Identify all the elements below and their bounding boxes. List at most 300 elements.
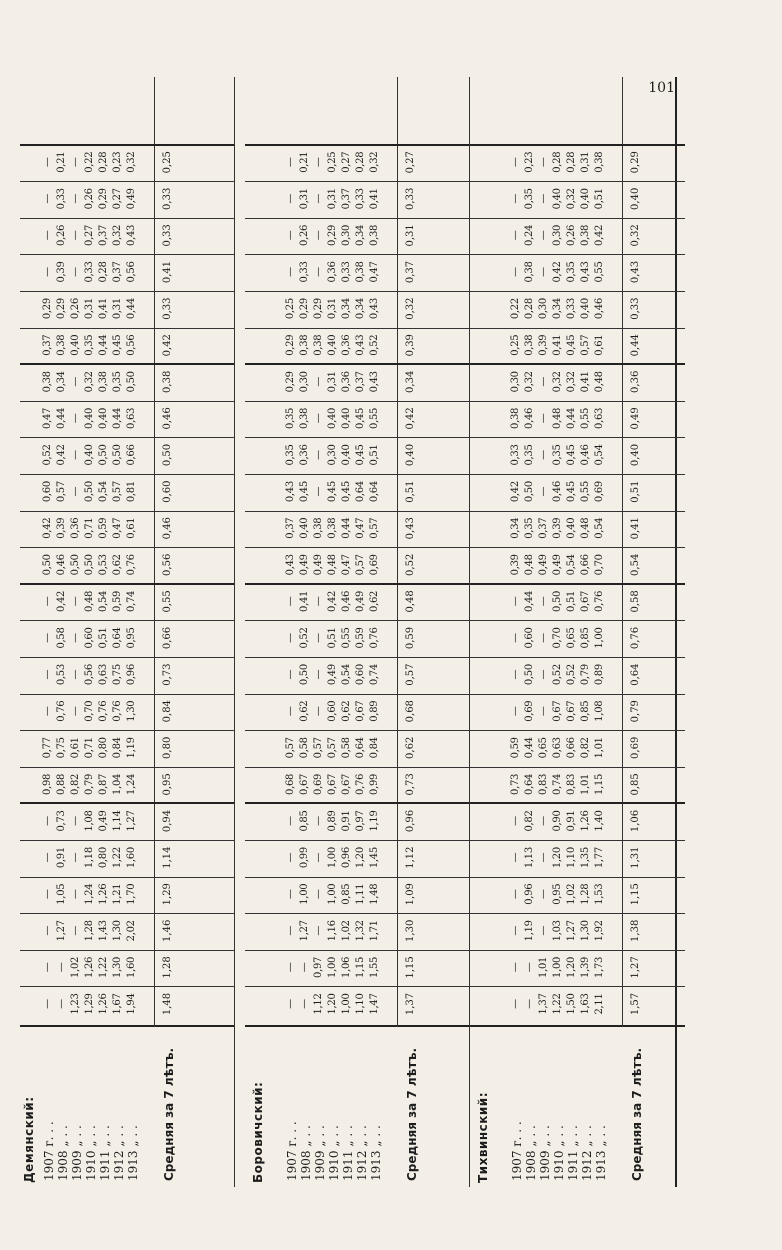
table-cell: 0,66 bbox=[580, 554, 591, 576]
table-cell: 0,56 bbox=[126, 334, 137, 356]
table-cell: 0,52 bbox=[369, 334, 380, 356]
average-cell: 0,43 bbox=[405, 517, 416, 540]
average-cell: 0,43 bbox=[630, 260, 641, 284]
average-cell: 0,57 bbox=[405, 663, 416, 686]
table-cell: 0,21 bbox=[56, 151, 67, 173]
table-cell: — bbox=[538, 669, 549, 680]
table-cell: 0,40 bbox=[341, 407, 352, 429]
table-cell: 0,45 bbox=[327, 481, 338, 503]
column-rule bbox=[20, 950, 235, 951]
table-cell: 0,38 bbox=[313, 334, 324, 356]
column-rule bbox=[20, 363, 235, 365]
average-cell: 0,94 bbox=[162, 809, 173, 833]
average-cell: 0,40 bbox=[405, 443, 416, 467]
table-cell: 0,58 bbox=[341, 737, 352, 759]
table-cell: — bbox=[70, 230, 81, 241]
table-cell: 0,61 bbox=[594, 334, 605, 356]
year-label: 1909 „ . . bbox=[313, 1125, 327, 1181]
table-cell: 0,35 bbox=[566, 261, 577, 283]
table-cell: — bbox=[524, 999, 535, 1009]
year-label: 1913 „ . . bbox=[369, 1125, 383, 1181]
table-cell: 0,67 bbox=[327, 773, 338, 795]
table-cell: 0,64 bbox=[524, 773, 535, 795]
column-rule bbox=[470, 547, 685, 548]
average-cell: 1,37 bbox=[405, 992, 416, 1016]
table-cell: 0,62 bbox=[369, 590, 380, 612]
table-cell: 0,57 bbox=[112, 481, 123, 503]
table-cell: 0,62 bbox=[341, 700, 352, 722]
table-cell: 1,02 bbox=[70, 956, 81, 978]
table-block bbox=[245, 77, 470, 1187]
table-cell: 0,38 bbox=[98, 371, 109, 393]
table-cell: 0,69 bbox=[524, 700, 535, 722]
table-cell: 0,88 bbox=[56, 773, 67, 795]
table-cell: 1,67 bbox=[112, 993, 123, 1015]
table-cell: 0,85 bbox=[580, 627, 591, 649]
average-cell: 0,33 bbox=[630, 297, 641, 320]
table-cell: — bbox=[538, 413, 549, 424]
table-cell: 0,50 bbox=[524, 481, 535, 503]
table-cell: 0,22 bbox=[84, 151, 95, 173]
table-cell: 1,22 bbox=[552, 993, 563, 1015]
average-cell: 0,37 bbox=[405, 260, 416, 284]
table-cell: — bbox=[56, 962, 67, 973]
table-cell: 1,16 bbox=[327, 920, 338, 942]
year-label: 1910 „ . . bbox=[84, 1125, 98, 1181]
average-cell: 0,41 bbox=[162, 260, 173, 284]
table-cell: 0,99 bbox=[299, 847, 310, 869]
table-cell: 1,20 bbox=[566, 956, 577, 978]
table-cell: 0,30 bbox=[341, 224, 352, 246]
average-cell: 0,95 bbox=[162, 773, 173, 796]
table-cell: 0,35 bbox=[112, 371, 123, 393]
table-cell: — bbox=[510, 267, 521, 277]
table-cell: 0,26 bbox=[56, 224, 67, 246]
table-cell: — bbox=[56, 999, 67, 1009]
column-rule bbox=[245, 474, 470, 475]
column-rule bbox=[245, 877, 470, 878]
average-cell: 1,28 bbox=[162, 956, 173, 979]
table-cell: 0,75 bbox=[56, 737, 67, 759]
table-cell: 0,33 bbox=[299, 261, 310, 283]
column-rule bbox=[20, 730, 235, 731]
column-rule bbox=[470, 730, 685, 731]
table-cell: 0,48 bbox=[524, 554, 535, 576]
table-cell: 1,60 bbox=[126, 847, 137, 869]
table-cell: — bbox=[299, 999, 310, 1009]
table-cell: 1,48 bbox=[369, 883, 380, 905]
table-cell: 1,94 bbox=[126, 993, 137, 1015]
table-cell: — bbox=[538, 596, 549, 607]
column-rule bbox=[245, 730, 470, 731]
table-cell: 1,22 bbox=[98, 956, 109, 978]
table-cell: 0,38 bbox=[524, 261, 535, 283]
table-cell: — bbox=[510, 596, 521, 607]
table-cell: 0,49 bbox=[552, 554, 563, 576]
average-cell: 0,60 bbox=[162, 480, 173, 503]
table-cell: 0,97 bbox=[355, 810, 366, 832]
column-rule bbox=[470, 840, 685, 841]
table-cell: 0,26 bbox=[84, 188, 95, 210]
table-cell: 0,28 bbox=[98, 261, 109, 283]
average-cell: 1,31 bbox=[630, 846, 641, 869]
column-rule bbox=[20, 583, 235, 585]
column-rule bbox=[245, 802, 470, 804]
table-cell: 1,18 bbox=[84, 847, 95, 869]
table-cell: 0,32 bbox=[112, 224, 123, 246]
table-cell: — bbox=[313, 596, 324, 607]
table-cell: 0,66 bbox=[566, 737, 577, 759]
average-cell: 1,15 bbox=[630, 883, 641, 906]
average-cell: 0,40 bbox=[630, 443, 641, 467]
table-cell: 0,23 bbox=[112, 151, 123, 173]
average-cell: 0,68 bbox=[405, 700, 416, 723]
table-cell: 0,97 bbox=[313, 956, 324, 978]
table-cell: 1,27 bbox=[299, 920, 310, 942]
table-cell: 0,91 bbox=[341, 810, 352, 832]
table-cell: 0,29 bbox=[285, 371, 296, 393]
table-cell: 0,38 bbox=[42, 371, 53, 393]
table-cell: 0,66 bbox=[126, 444, 137, 466]
table-cell: — bbox=[538, 816, 549, 826]
table-cell: 0,31 bbox=[112, 298, 123, 320]
table-cell: — bbox=[510, 816, 521, 826]
column-rule bbox=[20, 986, 235, 987]
table-cell: 0,42 bbox=[56, 444, 67, 466]
table-cell: 0,27 bbox=[341, 151, 352, 173]
table-cell: 0,43 bbox=[285, 554, 296, 576]
column-rule bbox=[470, 218, 685, 219]
column-rule bbox=[470, 254, 685, 255]
column-rule bbox=[20, 144, 235, 146]
table-cell: 0,76 bbox=[369, 627, 380, 649]
table-cell: 0,38 bbox=[313, 517, 324, 539]
table-cell: — bbox=[70, 596, 81, 607]
table-cell: 0,59 bbox=[98, 517, 109, 539]
table-cell: — bbox=[42, 852, 53, 863]
column-rule bbox=[20, 913, 235, 914]
table-cell: — bbox=[510, 925, 521, 936]
table-cell: 0,73 bbox=[56, 810, 67, 832]
table-cell: 0,46 bbox=[56, 554, 67, 576]
column-rule bbox=[20, 767, 235, 768]
table-cell: 0,76 bbox=[112, 700, 123, 722]
table-cell: 0,54 bbox=[566, 554, 577, 576]
table-cell: 0,35 bbox=[285, 407, 296, 429]
table-cell: — bbox=[70, 157, 81, 168]
table-cell: — bbox=[70, 852, 81, 863]
table-cell: — bbox=[285, 816, 296, 826]
column-rule bbox=[245, 950, 470, 951]
table-cell: — bbox=[70, 267, 81, 277]
table-cell: 0,71 bbox=[84, 517, 95, 539]
table-cell: 0,54 bbox=[594, 517, 605, 539]
table-cell: — bbox=[313, 669, 324, 680]
table-cell: 0,45 bbox=[112, 334, 123, 356]
table-cell: — bbox=[538, 633, 549, 643]
average-cell: 0,96 bbox=[405, 809, 416, 833]
table-cell: 0,40 bbox=[299, 517, 310, 539]
table-cell: 0,38 bbox=[580, 224, 591, 246]
table-cell: 0,36 bbox=[341, 334, 352, 356]
table-cell: 0,43 bbox=[355, 334, 366, 356]
average-cell: 0,34 bbox=[405, 370, 416, 393]
table-cell: 0,26 bbox=[299, 224, 310, 246]
table-cell: 0,77 bbox=[42, 737, 53, 759]
table-cell: 0,49 bbox=[299, 554, 310, 576]
table-cell: 1,10 bbox=[566, 847, 577, 869]
column-rule bbox=[20, 437, 235, 438]
table-cell: — bbox=[538, 230, 549, 241]
table-cell: 0,60 bbox=[327, 700, 338, 722]
table-cell: — bbox=[313, 157, 324, 168]
table-cell: — bbox=[313, 706, 324, 717]
table-cell: 1,20 bbox=[552, 847, 563, 869]
table-cell: — bbox=[510, 230, 521, 241]
table-cell: 1,00 bbox=[552, 956, 563, 978]
table-cell: 0,33 bbox=[56, 188, 67, 210]
table-cell: 0,85 bbox=[580, 700, 591, 722]
table-cell: 0,37 bbox=[285, 517, 296, 539]
average-cell: 1,14 bbox=[162, 846, 173, 869]
table-cell: 0,55 bbox=[341, 627, 352, 649]
column-rule bbox=[245, 583, 470, 585]
rotated-price-table bbox=[20, 77, 685, 1187]
table-cell: 1,45 bbox=[369, 847, 380, 869]
column-rule bbox=[245, 547, 470, 548]
column-rule bbox=[245, 401, 470, 402]
table-cell: — bbox=[42, 706, 53, 717]
table-cell: 1,23 bbox=[70, 993, 81, 1015]
table-cell: — bbox=[285, 962, 296, 973]
table-cell: 0,52 bbox=[552, 664, 563, 686]
table-cell: 0,40 bbox=[327, 334, 338, 356]
year-label: 1907 г. . . bbox=[285, 1121, 299, 1181]
table-cell: 0,42 bbox=[510, 481, 521, 503]
table-cell: 0,84 bbox=[369, 737, 380, 759]
year-label: 1910 „ . . bbox=[327, 1125, 341, 1181]
table-cell: 0,41 bbox=[552, 334, 563, 356]
table-cell: — bbox=[313, 376, 324, 387]
table-cell: 0,41 bbox=[98, 298, 109, 320]
table-cell: 1,26 bbox=[84, 956, 95, 978]
table-cell: — bbox=[510, 157, 521, 168]
column-rule bbox=[470, 437, 685, 438]
table-cell: 0,67 bbox=[355, 700, 366, 722]
column-rule bbox=[245, 437, 470, 438]
table-cell: 0,63 bbox=[594, 407, 605, 429]
table-cell: 0,44 bbox=[112, 407, 123, 429]
column-rule bbox=[20, 620, 235, 621]
table-cell: 1,37 bbox=[538, 993, 549, 1015]
table-cell: — bbox=[313, 816, 324, 826]
table-cell: 0,40 bbox=[70, 334, 81, 356]
year-label: 1912 „ . . bbox=[355, 1125, 369, 1181]
table-cell: 1,00 bbox=[327, 956, 338, 978]
table-cell: 0,47 bbox=[112, 517, 123, 539]
table-cell: 1,13 bbox=[524, 847, 535, 869]
table-cell: — bbox=[510, 999, 521, 1009]
table-cell: 0,38 bbox=[56, 334, 67, 356]
table-cell: 0,54 bbox=[98, 481, 109, 503]
table-cell: 0,47 bbox=[341, 554, 352, 576]
table-cell: 0,85 bbox=[299, 810, 310, 832]
table-cell: 0,54 bbox=[594, 444, 605, 466]
column-rule bbox=[245, 620, 470, 621]
table-cell: 0,48 bbox=[594, 371, 605, 393]
table-cell: — bbox=[313, 267, 324, 277]
table-cell: — bbox=[70, 413, 81, 424]
table-cell: — bbox=[70, 450, 81, 460]
table-cell: 0,59 bbox=[112, 590, 123, 612]
table-cell: 0,42 bbox=[56, 590, 67, 612]
table-block bbox=[20, 77, 235, 1187]
table-cell: 0,34 bbox=[355, 224, 366, 246]
table-cell: 0,28 bbox=[566, 151, 577, 173]
table-cell: 0,57 bbox=[313, 737, 324, 759]
average-cell: 0,69 bbox=[630, 736, 641, 759]
table-cell: — bbox=[42, 193, 53, 204]
average-cell: 0,66 bbox=[162, 626, 173, 650]
table-cell: 0,96 bbox=[341, 847, 352, 869]
table-cell: 0,82 bbox=[70, 773, 81, 795]
table-cell: — bbox=[285, 596, 296, 607]
year-label: 1908 „ . . bbox=[524, 1125, 538, 1181]
table-cell: 0,76 bbox=[98, 700, 109, 722]
table-cell: 1,73 bbox=[594, 956, 605, 978]
column-rule bbox=[20, 657, 235, 658]
table-cell: 1,27 bbox=[126, 810, 137, 832]
average-cell: 0,44 bbox=[630, 334, 641, 357]
table-cell: 1,19 bbox=[524, 920, 535, 942]
table-cell: 0,64 bbox=[355, 737, 366, 759]
table-cell: 1,92 bbox=[594, 920, 605, 942]
table-cell: 0,44 bbox=[524, 737, 535, 759]
column-rule bbox=[245, 363, 470, 365]
table-cell: 0,37 bbox=[42, 334, 53, 356]
table-cell: — bbox=[313, 193, 324, 204]
average-cell: 0,32 bbox=[630, 224, 641, 247]
table-cell: 0,31 bbox=[327, 188, 338, 210]
block-rule bbox=[234, 77, 235, 1187]
table-cell: 0,80 bbox=[98, 737, 109, 759]
table-cell: — bbox=[538, 193, 549, 204]
column-rule bbox=[20, 877, 235, 878]
year-label: 1908 „ . . bbox=[299, 1125, 313, 1181]
table-cell: 0,28 bbox=[98, 151, 109, 173]
table-cell: 0,43 bbox=[369, 371, 380, 393]
table-cell: — bbox=[538, 450, 549, 460]
table-cell: — bbox=[538, 706, 549, 717]
table-cell: 0,51 bbox=[327, 627, 338, 649]
average-cell: 0,73 bbox=[405, 773, 416, 796]
table-cell: 0,35 bbox=[552, 444, 563, 466]
table-cell: 0,61 bbox=[70, 737, 81, 759]
table-cell: 0,60 bbox=[42, 481, 53, 503]
table-cell: 1,01 bbox=[594, 737, 605, 759]
table-cell: 0,70 bbox=[84, 700, 95, 722]
table-cell: — bbox=[285, 633, 296, 643]
table-cell: 0,56 bbox=[126, 261, 137, 283]
average-cell: 0,33 bbox=[405, 187, 416, 210]
table-cell: 1,60 bbox=[126, 956, 137, 978]
average-rule bbox=[397, 77, 398, 1027]
table-cell: 0,50 bbox=[84, 481, 95, 503]
table-cell: 0,65 bbox=[538, 737, 549, 759]
average-label: Средняя за 7 лѣтъ. bbox=[630, 1047, 644, 1181]
table-cell: — bbox=[42, 633, 53, 643]
table-cell: 0,29 bbox=[285, 334, 296, 356]
page-number: 101 bbox=[648, 80, 675, 96]
average-cell: 1,12 bbox=[405, 846, 416, 869]
table-cell: 1,11 bbox=[355, 883, 366, 905]
table-cell: 0,40 bbox=[98, 407, 109, 429]
table-cell: 0,51 bbox=[369, 444, 380, 466]
table-cell: 1,00 bbox=[594, 627, 605, 649]
average-cell: 0,46 bbox=[162, 407, 173, 430]
table-cell: 1,19 bbox=[126, 737, 137, 759]
year-label: 1909 „ . . bbox=[538, 1125, 552, 1181]
table-cell: 1,30 bbox=[126, 700, 137, 722]
column-rule bbox=[20, 694, 235, 695]
table-cell: 0,35 bbox=[524, 188, 535, 210]
table-cell: — bbox=[313, 413, 324, 424]
average-cell: 0,73 bbox=[162, 663, 173, 686]
average-cell: 1,48 bbox=[162, 992, 173, 1016]
table-cell: 0,57 bbox=[580, 334, 591, 356]
table-cell: 0,34 bbox=[552, 298, 563, 320]
table-cell: 0,50 bbox=[98, 444, 109, 466]
average-cell: 1,09 bbox=[405, 883, 416, 906]
table-cell: 0,83 bbox=[566, 773, 577, 795]
table-cell: 0,27 bbox=[84, 224, 95, 246]
table-cell: 1,47 bbox=[369, 993, 380, 1015]
year-label: 1911 „ . . bbox=[98, 1125, 112, 1181]
table-cell: 0,67 bbox=[552, 700, 563, 722]
table-cell: 1,02 bbox=[341, 920, 352, 942]
table-cell: 0,59 bbox=[355, 627, 366, 649]
table-cell: 0,30 bbox=[327, 444, 338, 466]
table-cell: — bbox=[70, 376, 81, 387]
label-column-rule bbox=[245, 1025, 470, 1027]
table-cell: 0,39 bbox=[552, 517, 563, 539]
table-cell: 0,40 bbox=[552, 188, 563, 210]
table-cell: 0,57 bbox=[56, 481, 67, 503]
average-cell: 0,29 bbox=[630, 151, 641, 174]
table-cell: 0,26 bbox=[566, 224, 577, 246]
table-cell: 0,50 bbox=[552, 590, 563, 612]
table-cell: 1,12 bbox=[313, 993, 324, 1015]
table-cell: 0,41 bbox=[299, 590, 310, 612]
table-cell: — bbox=[313, 450, 324, 460]
table-cell: 1,03 bbox=[552, 920, 563, 942]
table-cell: 0,38 bbox=[524, 334, 535, 356]
table-cell: 0,39 bbox=[56, 517, 67, 539]
table-cell: 0,21 bbox=[299, 151, 310, 173]
column-rule bbox=[245, 767, 470, 768]
table-cell: 1,26 bbox=[98, 883, 109, 905]
table-cell: 0,59 bbox=[510, 737, 521, 759]
table-cell: 0,43 bbox=[285, 481, 296, 503]
table-cell: 0,29 bbox=[327, 224, 338, 246]
table-cell: — bbox=[313, 852, 324, 863]
table-cell: 1,53 bbox=[594, 883, 605, 905]
table-cell: 0,40 bbox=[84, 407, 95, 429]
table-cell: — bbox=[510, 852, 521, 863]
table-cell: 0,44 bbox=[98, 334, 109, 356]
column-rule bbox=[470, 802, 685, 804]
table-cell: 1,71 bbox=[369, 920, 380, 942]
